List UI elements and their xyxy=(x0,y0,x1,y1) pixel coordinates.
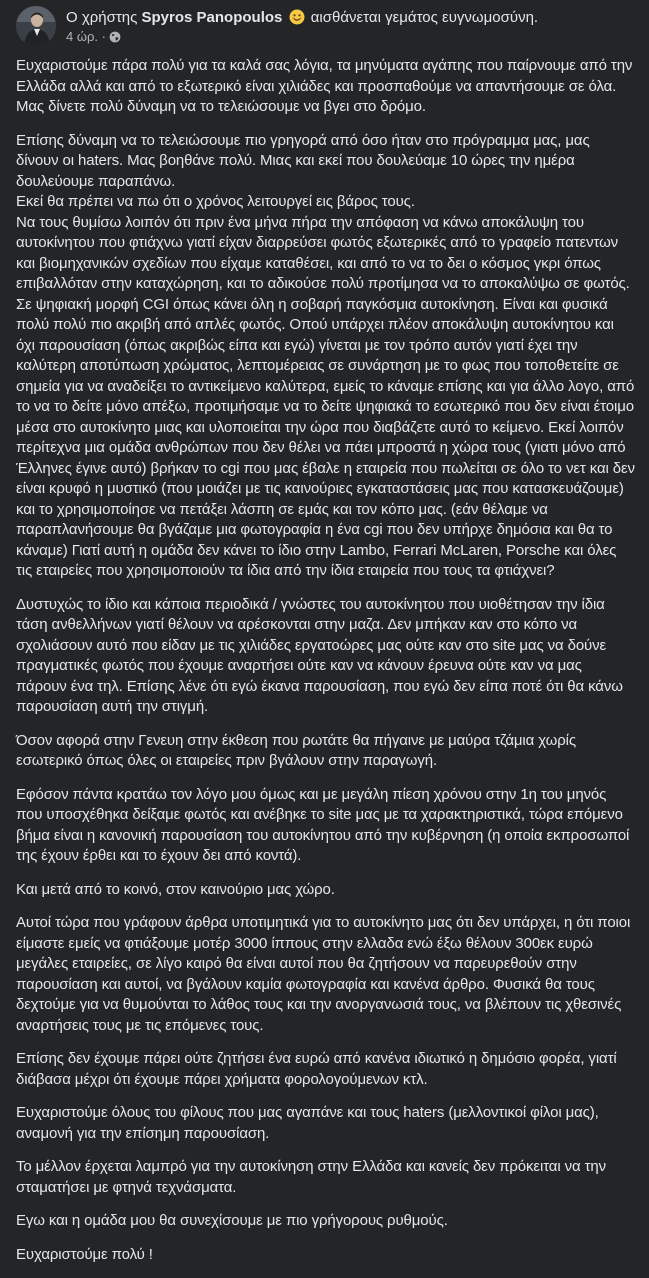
post-header xyxy=(16,6,636,46)
post-paragraph: Όσον αφορά στην Γενευη στην έκθεση που ρωτάτε θα πήγαινε με μαύρα τζάμια χωρίς εσωτερικό όπως όλες οι εταιρείες πριν βγάλουν στην παραγωγή. xyxy=(16,731,576,769)
post-paragraph: Εκεί θα πρέπει να πω ότι ο χρόνος λειτουργεί εις βάρος τους. xyxy=(16,193,415,210)
post-headline xyxy=(66,8,538,28)
post-paragraph: Και μετά από το κοινό, στον καινούριο μας χώρο. xyxy=(16,880,335,898)
avatar-image xyxy=(16,6,56,46)
post-paragraph: Δυστυχώς το ίδιο και κάποια περιοδικά / γνώστες του αυτοκίνητου που υιοθέτησαν την ίδια τάση ανθελλήνων γιατί θέλουν να αρέσκονται στην μαζα. Δεν μπήκαν καν στο κόπο να σχολιάσουν αυτό που είδαν με τις χιλιάδες εργατοώρες μας ούτε καν στο site μας να δούνε πραγματικές φωτός που έχουμε αναρτήσει ούτε καν να κάνουν έρευνα ούτε καν να μας πάρουν ένα τηλ. Επίσης λένε ότι εγώ έκανα παρουσίαση, που εγώ δεν είπα ποτέ ότι θα κάνω παρουσίαση αυτή την στιγμή. xyxy=(16,595,623,715)
post-paragraph: Να τους θυμίσω λοιπόν ότι πριν ένα μήνα πήρα την απόφαση να κάνω αποκάλυψη του αυτοκίνητου που φτιάχνω γιατί είχαν διαρρεύσει φωτός εξωτερικές από το γραφείο πατεντων και βιομηχανικών σχεδίων που είχαμε καταθέσει, και από το να το δει ο κόσμος γκρι όπως επιβαλλόταν στην καταχώρηση, και το αδικούσε πολύ προτίμησα να το αποκαλύψω σε φωτός. Σε ψηφιακή μορφή CGI όπως κάνει όλη η σοβαρή παγκόσμια αυτοκίνηση. Είναι και φυσικά πολύ πολύ πιο ακριβή από απλές φωτός. Οπού υπάρχει πλέον αποκάλυψη αυτοκίνητου και όχι παρουσίαση (όπως ακριβώς είπα και εγώ) γίνεται με τον τρόπο αυτόν γιατί έχει την καλύτερη αποτύπωση χρώματος, λεπτομέρειας σε συνάρτηση με το φως που τοποθετείτε σε σημεία για να αναδείξει το αντικείμενο καλύτερα, εμείς το κάναμε επίσης και για άλλο λογο, από το να το δείτε μόνο απέξω, προτιμήσαμε να το δείτε ψηφιακά το εσωτερικό που δεν είναι έτοιμο μέσα στο αυτοκίνητο μιας και υλοποιείται την ώρα που διαβάζετε αυτό το κείμενο. Εκεί λοιπόν περίτεχνα μια ομάδα ανθρώπων που δεν θέλει να πάει μπροστά η χώρα τους (γιατι μόνο από Έλληνες έγινε αυτό) βρήκαν το cgi που μας έβαλε η εταιρεία που πωλείται σε όλο το νετ και δεν είναι κρυφό η μυστικό (που μοιάζει με τις καινούριες εγκαταστάσεις μας που κατασκευάζουμε) και το χρησιμοποίησε να πετάξει λάσπη σε εμάς και τον κόπο μας. (εάν θέλαμε να παραπλανήσουμε θα βγάζαμε μια φωτογραφία η ένα cgi που δεν υπήρχε δημόσια και θα το κάναμε) Γιατί αυτή η ομάδα δεν κάνει το ίδιο στην Lambo, Ferrari McLaren, Porsche και όλες τις εταιρείες που χρησιμοποιούν τα ίδια από την ίδια εταιρεία που τους τα φτιάχνει? xyxy=(16,213,635,579)
post-paragraph: Ευχαριστούμε όλους του φίλους που μας αγαπάνε και τους haters (μελλοντικοί φίλοι μας), αναμονή για την επίσημη παρουσίαση. xyxy=(16,1104,599,1142)
post-timestamp-link[interactable]: 4 ώρ. xyxy=(66,29,98,44)
post-paragraph: Αυτοί τώρα που γράφουν άρθρα υποτιμητικά για το αυτοκίνητο μας ότι δεν υπάρχει, η ότι ποιοι είμαστε εμείς να φτιάξουμε μοτέρ 3000 ίππους στην ελλαδα ενώ έξω θέλουν 300εκ ευρώ μεγάλες εταιρείες, σε λίγο καιρό θα είναι αυτοί που θα ζητήσουν να παρευρεθούν στην παρουσίαση και αυτοί, να βγάλουν καμία φωτογραφία και κανένα άρθρο. Φυσικά θα τους δεχτούμε για να θυμούνται το λάθος τους και την ανοργανωσιά τους, να βλέπουν τις χθεσινές αναρτήσεις τους με τις επόμενες τους. xyxy=(16,914,631,1034)
post-paragraph: Επίσης δύναμη να το τελειώσουμε πιο γρηγορά από όσο ήταν στο πρόγραμμα μας, μας δίνουν οι haters. Μας βοηθάνε πολύ. Μιας και εκεί που δουλεύαμε 10 ώρες την ημέρα δουλεύουμε παραπάνω. xyxy=(16,131,590,190)
post-meta xyxy=(66,29,121,45)
post-paragraph: Το μέλλον έρχεται λαμπρό για την αυτοκίνηση στην Ελλάδα και κανείς δεν πρόκειται να την σταματήσει με φτηνά τεχνάσματα. xyxy=(16,1158,606,1196)
post-paragraph: Επίσης δεν έχουμε πάρει ούτε ζητήσει ένα ευρώ από κανένα ιδιωτικό η δημόσιο φορέα, γιατί διάβασα μέχρι ότι έχουμε πάρει χρήματα φορολογούμενων κτλ. xyxy=(16,1050,617,1088)
smiling-face-icon xyxy=(289,9,305,25)
post-paragraph: Εγω και η ομάδα μου θα συνεχίσουμε με πιο γρήγορους ρυθμούς. xyxy=(16,1212,448,1229)
feeling-text: αισθάνεται γεμάτος ευγνωμοσύνη. xyxy=(310,9,539,26)
author-name-link[interactable]: Spyros Panopoulos xyxy=(141,9,283,26)
globe-icon[interactable] xyxy=(109,31,121,43)
post-paragraph: Ευχαριστούμε πολύ ! xyxy=(16,1245,153,1263)
headline-prefix: Ο χρήστης xyxy=(66,9,138,26)
meta-separator: · xyxy=(101,29,106,44)
post-paragraph: Εφόσον πάντα κρατάω τον λόγο μου όμως και με μεγάλη πίεση χρόνου στην 1η του μηνός που υποσχέθηκα δείξαμε φωτός και ανέβηκε το site μας με τα χαρακτηριστικά, τώρα επόμενο βήμα είναι η κανονική παρουσίαση του αυτοκίνητου από την κυβέρνηση (η οποία εκπροσωποί της έχουν έρθει και το έχουν δει από κοντά). xyxy=(16,785,630,864)
author-avatar[interactable] xyxy=(16,6,56,46)
post-paragraph: Ευχαριστούμε πάρα πολύ για τα καλά σας λόγια, τα μηνύματα αγάπης που παίρνουμε από την Ελλάδα αλλά και από το εξωτερικό είναι χιλιάδες και προσπαθούμε να απαντήσουμε σε όλα. Μας δίνετε πολύ δύναμη να το τελειώσουμε να βγει στο δρόμο. xyxy=(16,57,633,115)
post-body xyxy=(16,56,636,1278)
